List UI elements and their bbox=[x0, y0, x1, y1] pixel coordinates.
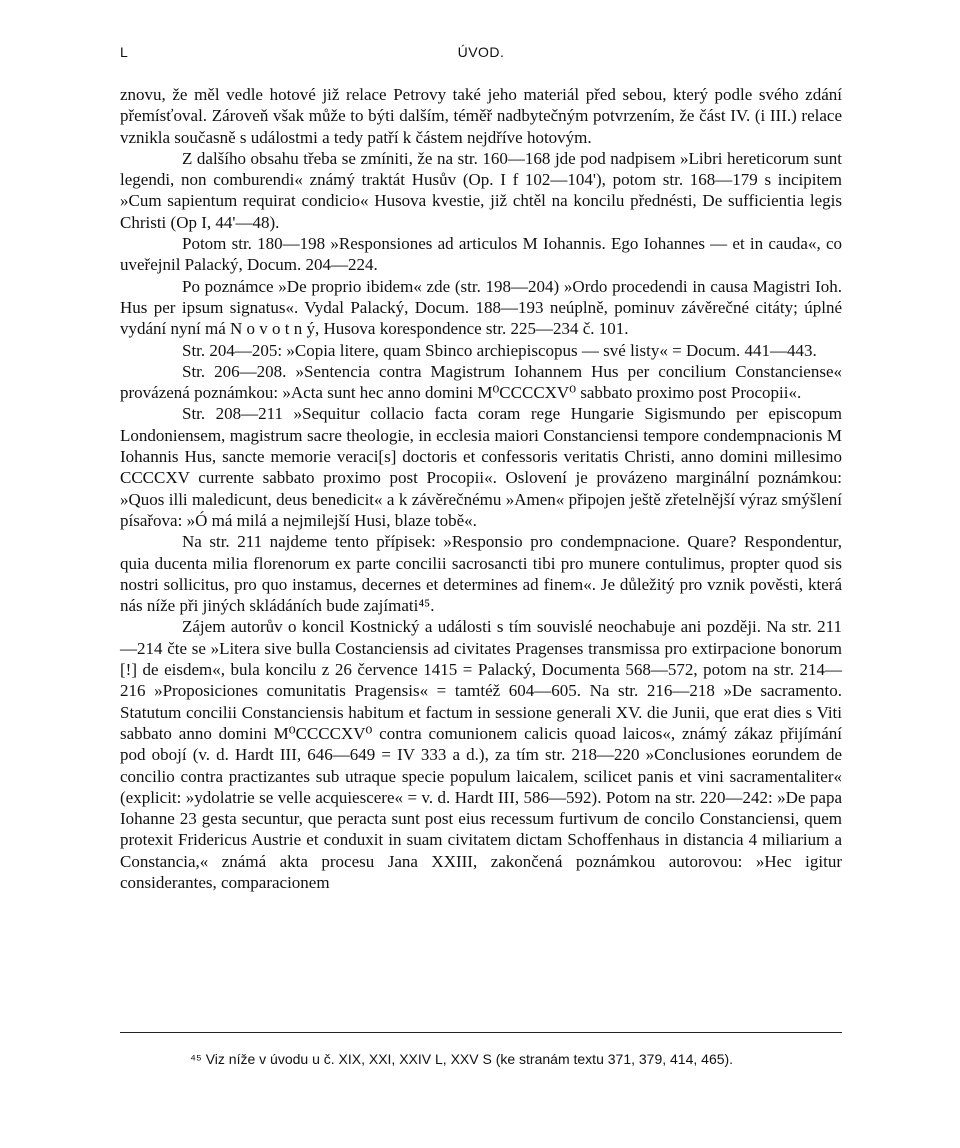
page-header bbox=[120, 44, 842, 66]
paragraph: Na str. 211 najdeme tento přípisek: »Responsio pro condempnacione. Quare? Respondentur, quia ducenta milia florenorum ex parte concilii sacrosancti tibi pro munere contulimus, propter quod sis nostri sollicitus, pro quo instamus, decernes et determines ad finem«. Je důležitý pro vznik pověsti, která nás níže při jiných skládáních bude zajímati⁴⁵. bbox=[120, 532, 842, 616]
paragraph: znovu, že měl vedle hotové již relace Petrovy také jeho materiál před sebou, který podle svého zdání přemísťoval. Zároveň však může to býti dalším, téměř nadbytečným potvrzením, že část IV. (i III.) relace vznikla současně s událostmi a tedy patří k částem nejdříve hotovým. bbox=[120, 85, 842, 147]
paragraph: Str. 206—208. »Sentencia contra Magistrum Iohannem Hus per concilium Constanciense« provázená poznámkou: »Acta sunt hec anno domini M⁰CCCCXV⁰ sabbato proximo post Procopii«. bbox=[120, 361, 842, 403]
footnote: ⁴⁵ Viz níže v úvodu u č. XIX, XXI, XXIV L, XXV S (ke stranám textu 371, 379, 414, 465). bbox=[190, 1051, 734, 1067]
paragraph: Z dalšího obsahu třeba se zmíniti, že na str. 160—168 jde pod nadpisem »Libri hereticorum sunt legendi, non comburendi« známý traktát Husův (Op. I f 102—104'), potom str. 168—179 s incipitem »Cum sapientum requirat condicio« Husova kvestie, již chtěl na koncilu přednésti, De sufficientia legis Christi (Op I, 44'—48). bbox=[120, 148, 842, 232]
footnote-divider bbox=[120, 1032, 842, 1033]
paragraph: Str. 208—211 »Sequitur collacio facta coram rege Hungarie Sigismundo per episcopum Londoniensem, magistrum sacre theologie, in ecclesia maiori Constanciensi tempore condempnacionis M Iohannis Hus, sancte memorie veraci[s] doctoris et confessoris veritatis Christi, anno domini millesimo CCCCXV currente sabbato proximo post Procopii«. Oslovení je provázeno marginální poznámkou: »Quos illi maledicunt, deus benedicit« a k závěrečnému »Amen« připojen ještě zřetelnější výraz smýšlení písařova: »Ó má milá a nejmilejší Husi, blaze tobě«. bbox=[120, 404, 842, 530]
body-text bbox=[120, 84, 842, 893]
paragraph: Po poznámce »De proprio ibidem« zde (str. 198—204) »Ordo procedendi in causa Magistri Ioh. Hus per ipsum signatus«. Vydal Palacký, Docum. 188—193 neúplně, pominuv závěrečné citáty; úplné vydání nyní má N o v o t n ý, Husova korespondence str. 225—234 č. 101. bbox=[120, 276, 842, 339]
running-title: ÚVOD. bbox=[457, 44, 505, 60]
page-number: L bbox=[120, 44, 128, 60]
paragraph: Zájem autorův o koncil Kostnický a události s tím souvislé neochabuje ani později. Na str. 211—214 čte se »Litera sive bulla Costanciensis ad civitates Pragenses transmissa pro extirpacione bonorum [!] de eisdem«, bula koncilu z 26 července 1415 = Palacký, Documenta 568—572, potom na str. 214—216 »Proposiciones comunitatis Pragensis« = tamtéž 604—605. Na str. 216—218 »De sacramento. Statutum concilii Constanciensis habitum et factum in sessione generali XV. die Junii, que erat dies s Viti sabbato anno domini M⁰CCCCXV⁰ contra comunionem calicis quoad laicos«, známý zákaz přijímání pod obojí (v. d. Hardt III, 646—649 = IV 333 a d.), za tím str. 218—220 »Conclusiones eorundem de concilio contra practizantes sub utraque specie populum laicalem, scilicet panis et vini sacramentaliter« (explicit: »ydolatrie se velle acquiescere« = v. d. Hardt III, 586—592). Potom na str. 220—242: »De papa Iohanne 23 gesta secuntur, que peracta sunt post eius recessum furtivum de concilo Constanciensi, quem protexit Fridericus Austrie et conduxit in suam civitatem dictam Schoffenhaus in distancia 4 miliarium a Constancia,« známá akta procesu Jana XXIII, zakončená poznámkou autorovou: »Hec igitur considerantes, comparacionem bbox=[120, 617, 842, 892]
paragraph: Str. 204—205: »Copia litere, quam Sbinco archiepiscopus — své listy« = Docum. 441—443. bbox=[182, 340, 817, 360]
paragraph: Potom str. 180—198 »Responsiones ad articulos M Iohannis. Ego Iohannes — et in cauda«, co uveřejnil Palacký, Docum. 204—224. bbox=[120, 234, 842, 275]
